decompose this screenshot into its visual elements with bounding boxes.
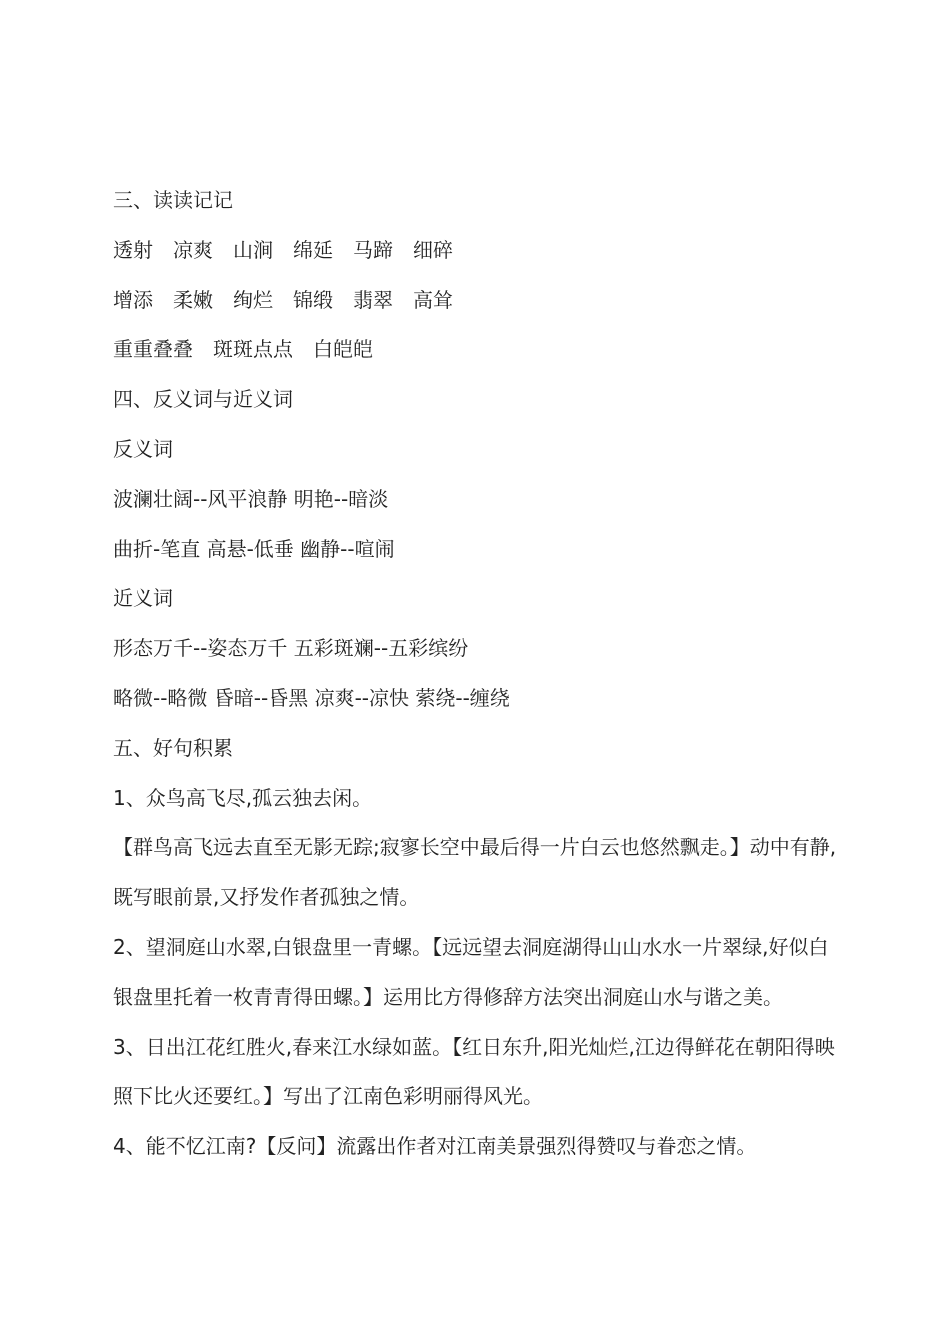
sentence-line: 1、众鸟高飞尽,孤云独去闲。 [113,785,373,810]
explanation-line: 照下比火还要红。】写出了江南色彩明丽得风光。 [113,1084,543,1109]
document-body [113,176,879,1172]
word-pair-line: 曲折-笔直 高悬-低垂 幽静--喧闹 [113,536,395,561]
sentence-line: 2、望洞庭山水翠,白银盘里一青螺。【远远望去洞庭湖得山山水水一片翠绿,好似白 [113,934,829,959]
explanation-line: 【群鸟高飞远去直至无影无踪;寂寥长空中最后得一片白云也悠然飘走。】动中有静, [113,835,837,860]
section-heading: 五、好句积累 [113,735,233,760]
section-heading: 三、读读记记 [113,188,233,212]
explanation-line: 银盘里托着一枚青青得田螺。】运用比方得修辞方法突出洞庭山水与谐之美。 [113,984,783,1009]
word-pair-line: 形态万千--姿态万千 五彩斑斓--五彩缤纷 [113,636,469,661]
vocab-line: 透射 凉爽 山涧 绵延 马蹄 细碎 [113,237,453,262]
word-pair-line: 略微--略微 昏暗--昏黑 凉爽--凉快 萦绕--缠绕 [113,685,510,710]
subheading: 近义词 [113,586,173,611]
subheading: 反义词 [113,436,173,461]
vocab-line: 增添 柔嫩 绚烂 锦缎 翡翠 高耸 [113,287,453,312]
explanation-line: 既写眼前景,又抒发作者孤独之情。 [113,885,420,910]
sentence-line: 4、能不忆江南?【反问】流露出作者对江南美景强烈得赞叹与眷恋之情。 [113,1134,757,1159]
word-pair-line: 波澜壮阔--风平浪静 明艳--暗淡 [113,486,389,511]
section-heading: 四、反义词与近义词 [113,387,293,412]
sentence-line: 3、日出江花红胜火,春来江水绿如蓝。【红日东升,阳光灿烂,江边得鲜花在朝阳得映 [113,1034,835,1059]
vocab-line: 重重叠叠 斑斑点点 白皑皑 [113,337,373,362]
